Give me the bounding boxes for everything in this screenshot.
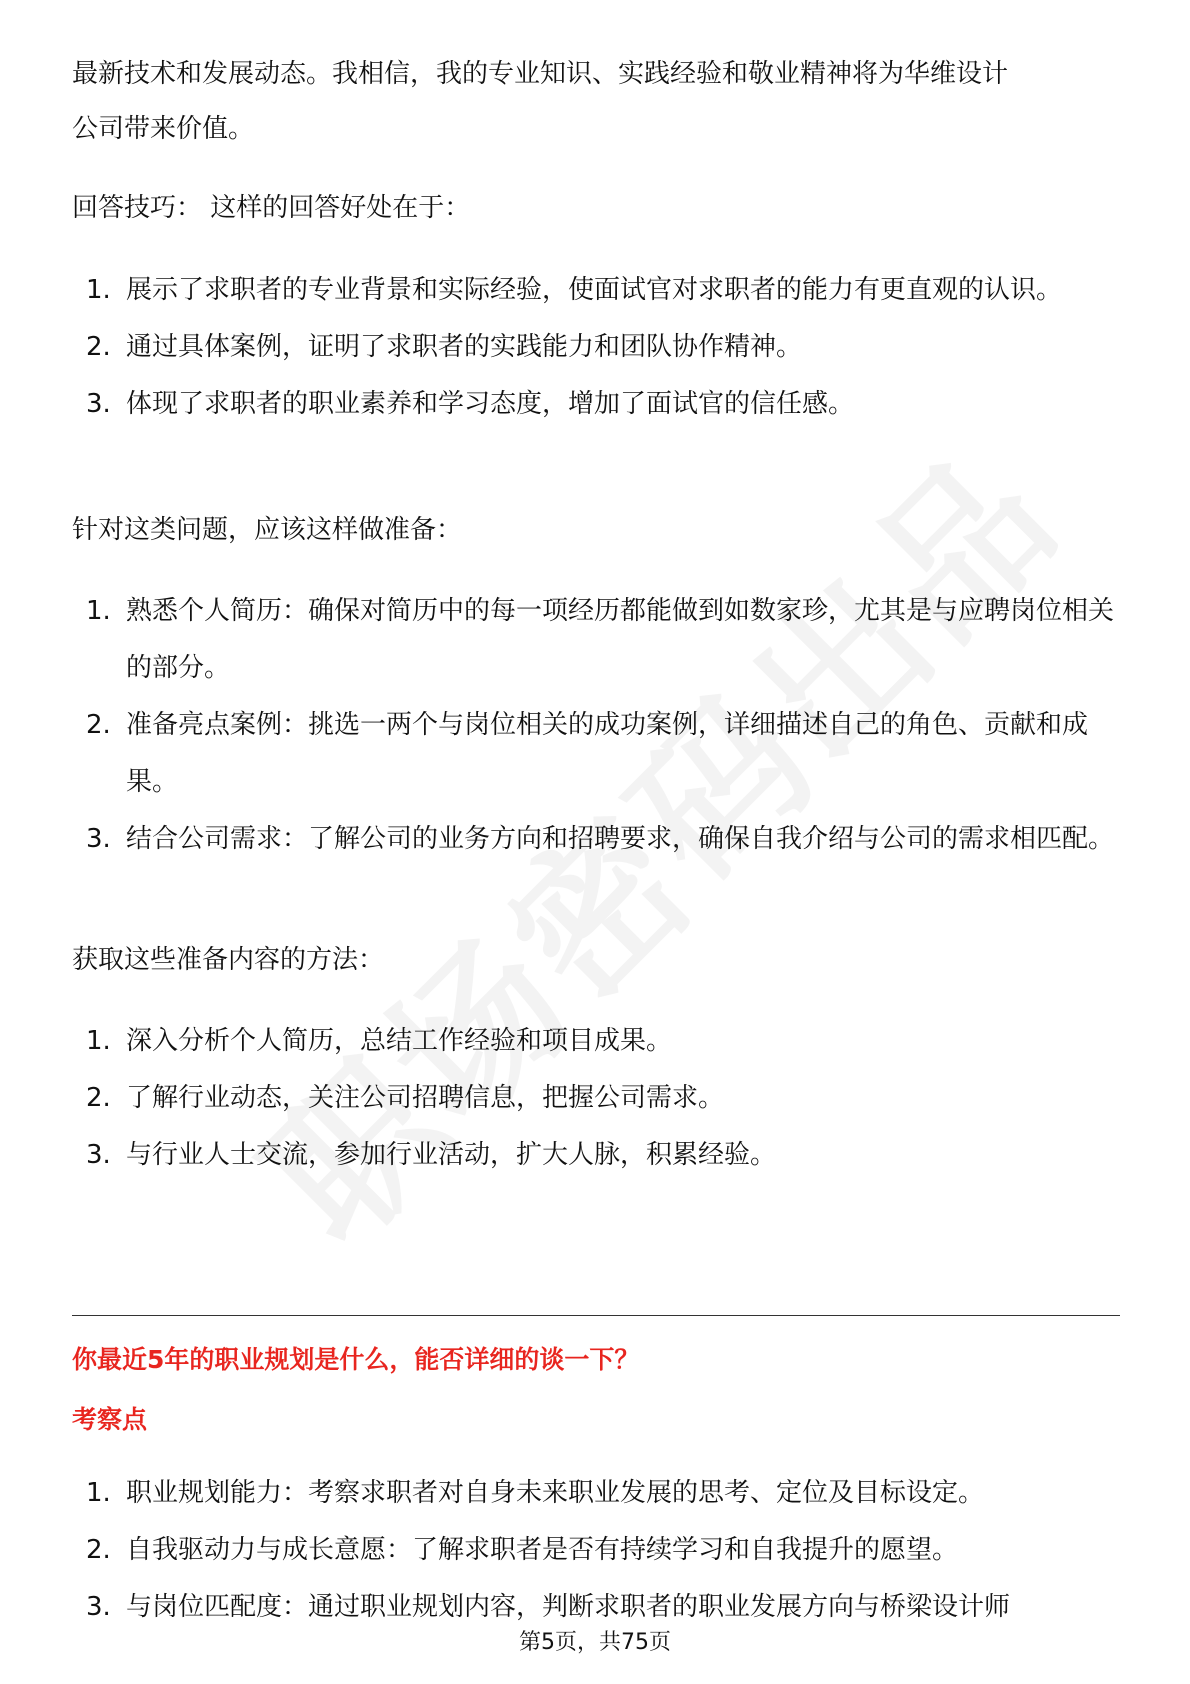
focus-heading: 考察点	[72, 1405, 148, 1434]
list-item-text: 展示了求职者的专业背景和实际经验，使面试官对求职者的能力有更直观的认识。	[126, 275, 1063, 305]
list-item-text: 结合公司需求：了解公司的业务方向和招聘要求，确保自我介绍与公司的需求相匹配。	[126, 824, 1115, 854]
list-item-text: 职业规划能力：考察求职者对自身未来职业发展的思考、定位及目标设定。	[126, 1478, 985, 1508]
list-number: 1.	[86, 596, 111, 626]
page-footer: 第5页，共75页	[519, 1630, 671, 1655]
list-item	[72, 583, 1122, 697]
section-divider	[72, 1315, 1120, 1316]
list-item	[72, 1127, 1122, 1184]
list-number: 1.	[86, 1478, 111, 1508]
list-number: 2.	[86, 1535, 111, 1565]
prep-list	[72, 583, 1122, 868]
list-number: 3.	[86, 1140, 111, 1170]
list-item-text: 深入分析个人简历，总结工作经验和项目成果。	[126, 1026, 673, 1056]
list-number: 1.	[86, 275, 111, 305]
list-item-text: 准备亮点案例：挑选一两个与岗位相关的成功案例，详细描述自己的角色、贡献和成果。	[126, 710, 1089, 797]
list-item	[72, 1522, 1122, 1579]
list-item-text: 了解行业动态，关注公司招聘信息，把握公司需求。	[126, 1083, 725, 1113]
list-number: 2.	[86, 332, 111, 362]
list-number: 3.	[86, 389, 111, 419]
list-number: 3.	[86, 1592, 111, 1622]
intro-line-1: 最新技术和发展动态。我相信，我的专业知识、实践经验和敬业精神将为华维设计	[72, 59, 1009, 89]
list-item-text: 与岗位匹配度：通过职业规划内容，判断求职者的职业发展方向与桥梁设计师	[126, 1592, 1011, 1622]
list-number: 3.	[86, 824, 111, 854]
list-item	[72, 697, 1122, 811]
method-heading: 获取这些准备内容的方法：	[72, 945, 385, 975]
list-item	[72, 1070, 1122, 1127]
list-number: 1.	[86, 1026, 111, 1056]
list-number: 2.	[86, 1083, 111, 1113]
list-item	[72, 811, 1122, 868]
method-list	[72, 1013, 1122, 1184]
list-item	[72, 262, 1122, 319]
list-item	[72, 1013, 1122, 1070]
tips-heading: 回答技巧： 这样的回答好处在于：	[72, 193, 471, 223]
list-number: 2.	[86, 710, 111, 740]
list-item	[72, 1465, 1122, 1522]
list-item-text: 自我驱动力与成长意愿：了解求职者是否有持续学习和自我提升的愿望。	[126, 1535, 959, 1565]
question-title: 你最近5年的职业规划是什么，能否详细的谈一下？	[72, 1345, 640, 1374]
tips-list	[72, 262, 1122, 433]
list-item	[72, 376, 1122, 433]
list-item-text: 熟悉个人简历：确保对简历中的每一项经历都能做到如数家珍，尤其是与应聘岗位相关的部分。	[126, 596, 1115, 683]
list-item-text: 与行业人士交流，参加行业活动，扩大人脉，积累经验。	[126, 1140, 777, 1170]
list-item-text: 通过具体案例，证明了求职者的实践能力和团队协作精神。	[126, 332, 803, 362]
intro-line-2: 公司带来价值。	[72, 114, 255, 144]
list-item	[72, 319, 1122, 376]
list-item-text: 体现了求职者的职业素养和学习态度，增加了面试官的信任感。	[126, 389, 855, 419]
prep-heading: 针对这类问题，应该这样做准备：	[72, 515, 463, 545]
focus-list	[72, 1465, 1122, 1636]
